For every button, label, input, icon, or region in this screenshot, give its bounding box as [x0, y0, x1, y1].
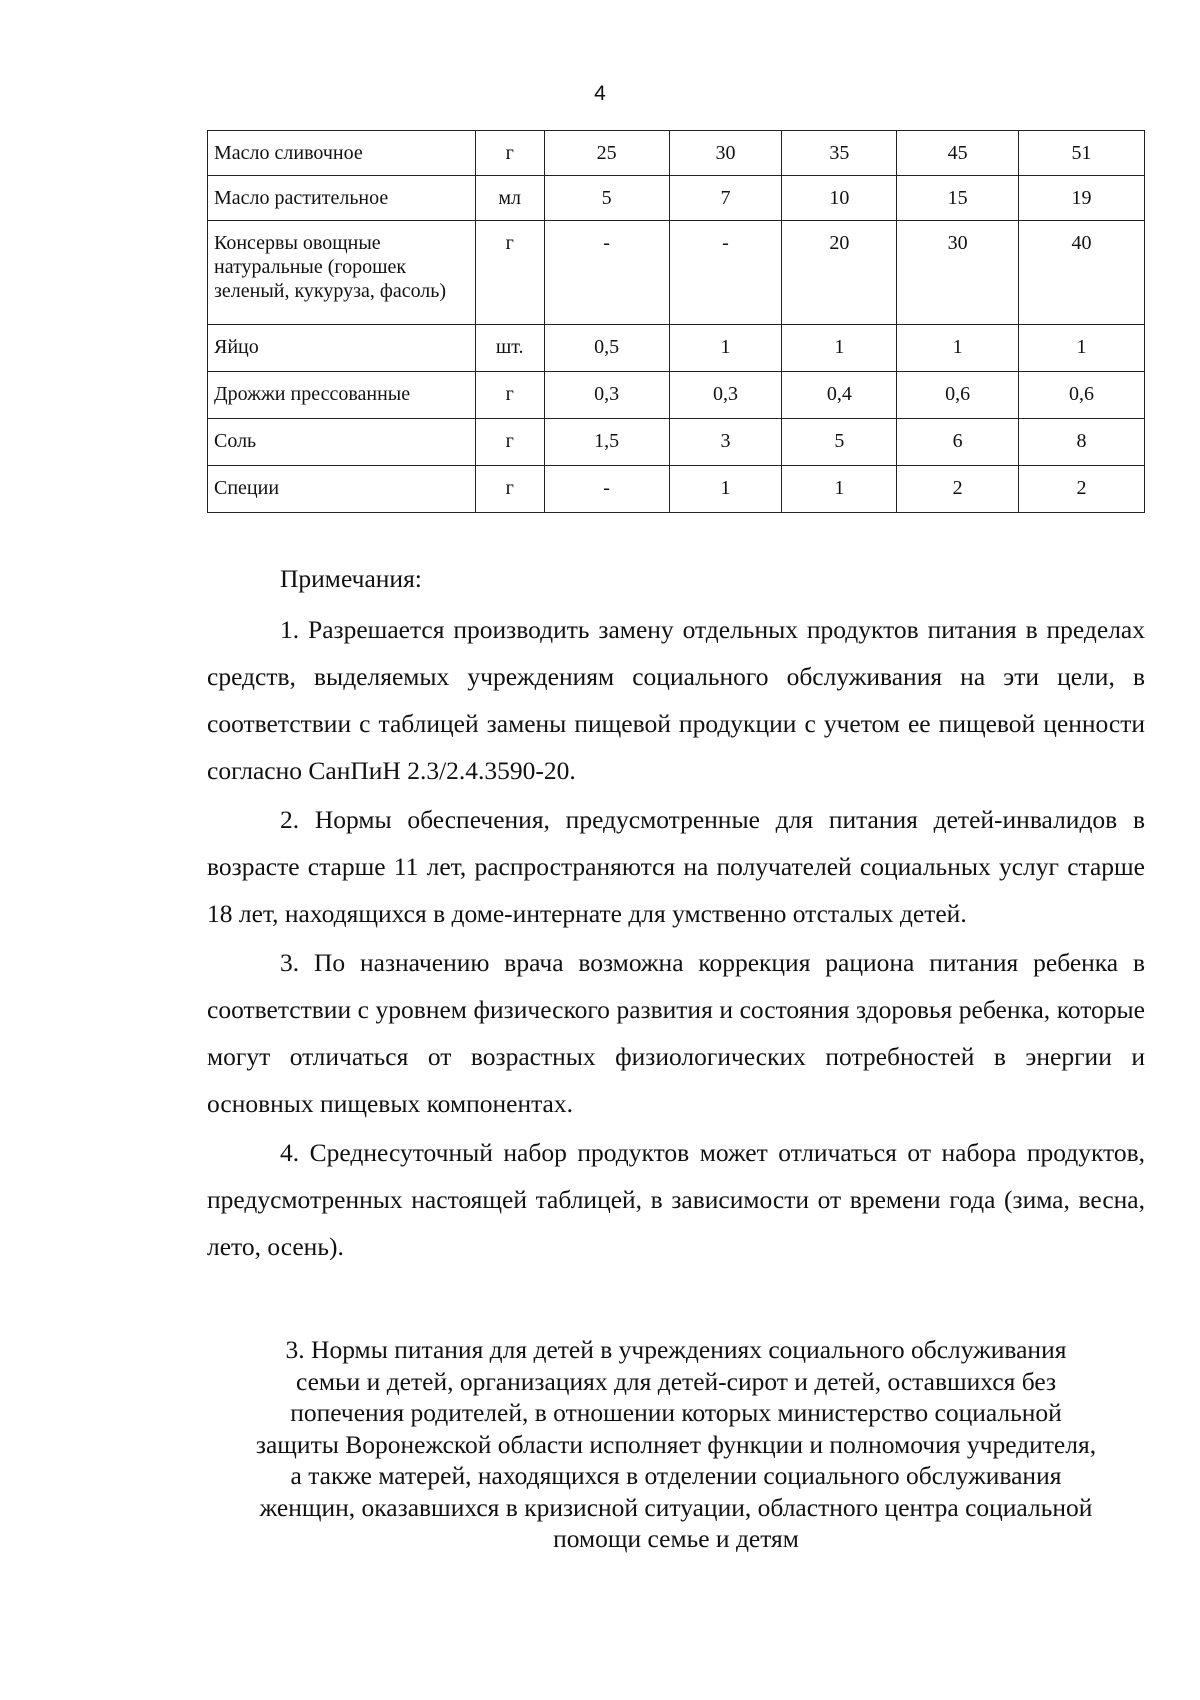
heading-line: попечения родителей, в отношении которых министерство социальной — [290, 1398, 1062, 1427]
value-cell: 0,3 — [669, 372, 782, 419]
product-name: Консервы овощные натуральные (горошек зеленый, кукуруза, фасоль) — [208, 221, 476, 325]
food-norms-table — [207, 130, 1145, 513]
note-paragraph: 4. Среднесуточный набор продуктов может отличаться от набора продуктов, предусмотренных настоящей таблицей, в зависимости от времени года (зима, весна, лето, осень). — [207, 1138, 1145, 1261]
value-cell: 25 — [544, 131, 669, 176]
section-heading — [207, 1334, 1145, 1555]
value-cell: 30 — [897, 221, 1019, 325]
value-cell: 0,6 — [1019, 372, 1145, 419]
table-row — [208, 325, 1145, 372]
note-paragraph: 3. По назначению врача возможна коррекция рациона питания ребенка в соответствии с уровнем физического развития и состояния здоровья ребенка, которые могут отличаться от возрастных физиологических потребностей в энергии и основных пищевых компонентах. — [207, 948, 1145, 1118]
value-cell: 1 — [782, 325, 897, 372]
heading-line: женщин, оказавшихся в кризисной ситуации, областного центра социальной — [259, 1492, 1093, 1522]
value-cell: 2 — [897, 466, 1019, 513]
value-cell: 35 — [782, 131, 897, 176]
value-cell: 2 — [1019, 466, 1145, 513]
value-cell: 10 — [782, 176, 897, 221]
product-unit: шт. — [475, 325, 544, 372]
notes-title: Примечания: — [280, 564, 422, 593]
table-row — [208, 372, 1145, 419]
value-cell: 0,5 — [544, 325, 669, 372]
value-cell: 3 — [669, 419, 782, 466]
value-cell: 45 — [897, 131, 1019, 176]
product-name: Дрожжи прессованные — [208, 372, 476, 419]
product-unit: г — [475, 466, 544, 513]
value-cell: 40 — [1019, 221, 1145, 325]
product-unit: г — [475, 221, 544, 325]
value-cell: 0,6 — [897, 372, 1019, 419]
heading-line: а также матерей, находящихся в отделении социального обслуживания — [290, 1461, 1062, 1490]
value-cell: 0,3 — [544, 372, 669, 419]
value-cell: 51 — [1019, 131, 1145, 176]
heading-line: помощи семье и детям — [553, 1524, 799, 1553]
product-unit: мл — [475, 176, 544, 221]
product-name: Масло растительное — [208, 176, 476, 221]
value-cell: 5 — [544, 176, 669, 221]
value-cell: 1 — [1019, 325, 1145, 372]
product-name: Специи — [208, 466, 476, 513]
value-cell: 30 — [669, 131, 782, 176]
table-row — [208, 466, 1145, 513]
product-unit: г — [475, 131, 544, 176]
note-paragraph: 1. Разрешается производить замену отдельных продуктов питания в пределах средств, выделяемых учреждениям социального обслуживания на эти цели, в соответствии с таблицей замены пищевой продукции с учетом ее пищевой ценности согласно СанПиН 2.3/2.4.3590-20. — [207, 615, 1145, 785]
table-row — [208, 131, 1145, 176]
value-cell: 1 — [897, 325, 1019, 372]
value-cell: 1 — [782, 466, 897, 513]
value-cell: - — [544, 466, 669, 513]
value-cell: 7 — [669, 176, 782, 221]
value-cell: - — [669, 221, 782, 325]
heading-line: семьи и детей, организациях для детей-сирот и детей, оставшихся без — [295, 1366, 1057, 1396]
value-cell: 5 — [782, 419, 897, 466]
value-cell: 0,4 — [782, 372, 897, 419]
value-cell: 6 — [897, 419, 1019, 466]
value-cell: - — [544, 221, 669, 325]
notes-section — [207, 555, 1145, 1272]
product-unit: г — [475, 419, 544, 466]
value-cell: 1 — [669, 325, 782, 372]
heading-line: 3. Нормы питания для детей в учреждениях социального обслуживания — [285, 1335, 1067, 1364]
product-name: Яйцо — [208, 325, 476, 372]
value-cell: 15 — [897, 176, 1019, 221]
value-cell: 19 — [1019, 176, 1145, 221]
note-paragraph: 2. Нормы обеспечения, предусмотренные для питания детей-инвалидов в возрасте старше 11 лет, распространяются на получателей социальных услуг старше 18 лет, находящихся в доме-интернате для умственно отсталых детей. — [207, 805, 1145, 928]
table-row — [208, 176, 1145, 221]
value-cell: 1 — [669, 466, 782, 513]
value-cell: 8 — [1019, 419, 1145, 466]
product-unit: г — [475, 372, 544, 419]
product-name: Соль — [208, 419, 476, 466]
value-cell: 20 — [782, 221, 897, 325]
page-number: 4 — [594, 82, 606, 105]
table-row — [208, 419, 1145, 466]
heading-line: защиты Воронежской области исполняет функции и полномочия учредителя, — [255, 1429, 1097, 1459]
value-cell: 1,5 — [544, 419, 669, 466]
product-name: Масло сливочное — [208, 131, 476, 176]
table-row — [208, 221, 1145, 325]
